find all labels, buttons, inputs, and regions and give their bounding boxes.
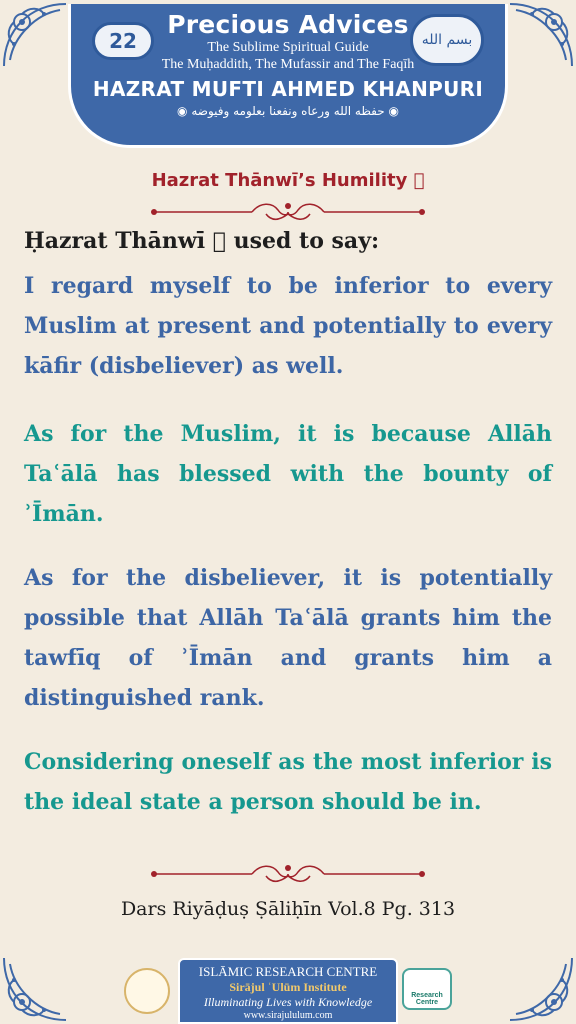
ornamental-divider-top xyxy=(148,200,428,224)
research-centre-logo: Research Centre xyxy=(402,968,452,1010)
header-title: Precious Advices xyxy=(167,10,409,39)
issue-number-badge: 22 xyxy=(92,22,154,60)
calligraphy-badge: بسم الله xyxy=(410,14,484,66)
corner-ornament-top-right xyxy=(506,0,576,70)
header-name: HAZRAT MUFTI AHMED KHANPURI xyxy=(92,77,484,101)
corner-ornament-top-left xyxy=(0,0,70,70)
source-reference: Dars Riyāḍuṣ Ṣāliḥīn Vol.8 Pg. 313 xyxy=(120,898,456,920)
paragraph-3: As for the disbeliever, it is potentially possible that Allāh Taʿālā grants him the tawfīq of ʾĪmān and grants him a distinguished rank. xyxy=(24,565,552,711)
paragraph-4: Considering oneself as the most inferior is the ideal state a person should be in. xyxy=(24,749,552,815)
header-subtitle-2: The Muḥaddith, The Mufassir and The Faqīh xyxy=(161,57,415,72)
lead-line: Ḥazrat Thānwī ﷭ used to say: xyxy=(24,228,380,254)
header-subtitle-1: The Sublime Spiritual Guide xyxy=(207,40,369,55)
corner-ornament-bottom-right xyxy=(506,954,576,1024)
section-title: Hazrat Thānwī’s Humility ﷭ xyxy=(151,170,425,191)
header-arabic-dua: ◉ حفظه الله ورعاه ونفعنا بعلومه وفيوضه ◉ xyxy=(177,104,399,118)
footer-banner xyxy=(178,958,398,1024)
footer-line-1: ISLĀMIC RESEARCH CENTRE xyxy=(198,964,378,979)
footer-line-2: Sirājul ʿUlūm Institute xyxy=(229,980,347,994)
ornament-dot-icon: ◉ xyxy=(384,104,399,118)
footer-tagline: Illuminating Lives with Knowledge xyxy=(203,995,373,1009)
corner-ornament-bottom-left xyxy=(0,954,70,1024)
ornamental-divider-bottom xyxy=(148,862,428,886)
paragraph-1: I regard myself to be inferior to every Muslim at present and potentially to every kāfir (disbeliever) as well. xyxy=(24,273,552,379)
institute-logo-left xyxy=(124,968,170,1014)
footer-website-link[interactable]: www.sirajululum.com xyxy=(243,1010,333,1021)
ornament-dot-icon: ◉ xyxy=(177,104,192,118)
paragraph-2: As for the Muslim, it is because Allāh Taʿālā has blessed with the bounty of ʾĪmān. xyxy=(24,421,552,527)
